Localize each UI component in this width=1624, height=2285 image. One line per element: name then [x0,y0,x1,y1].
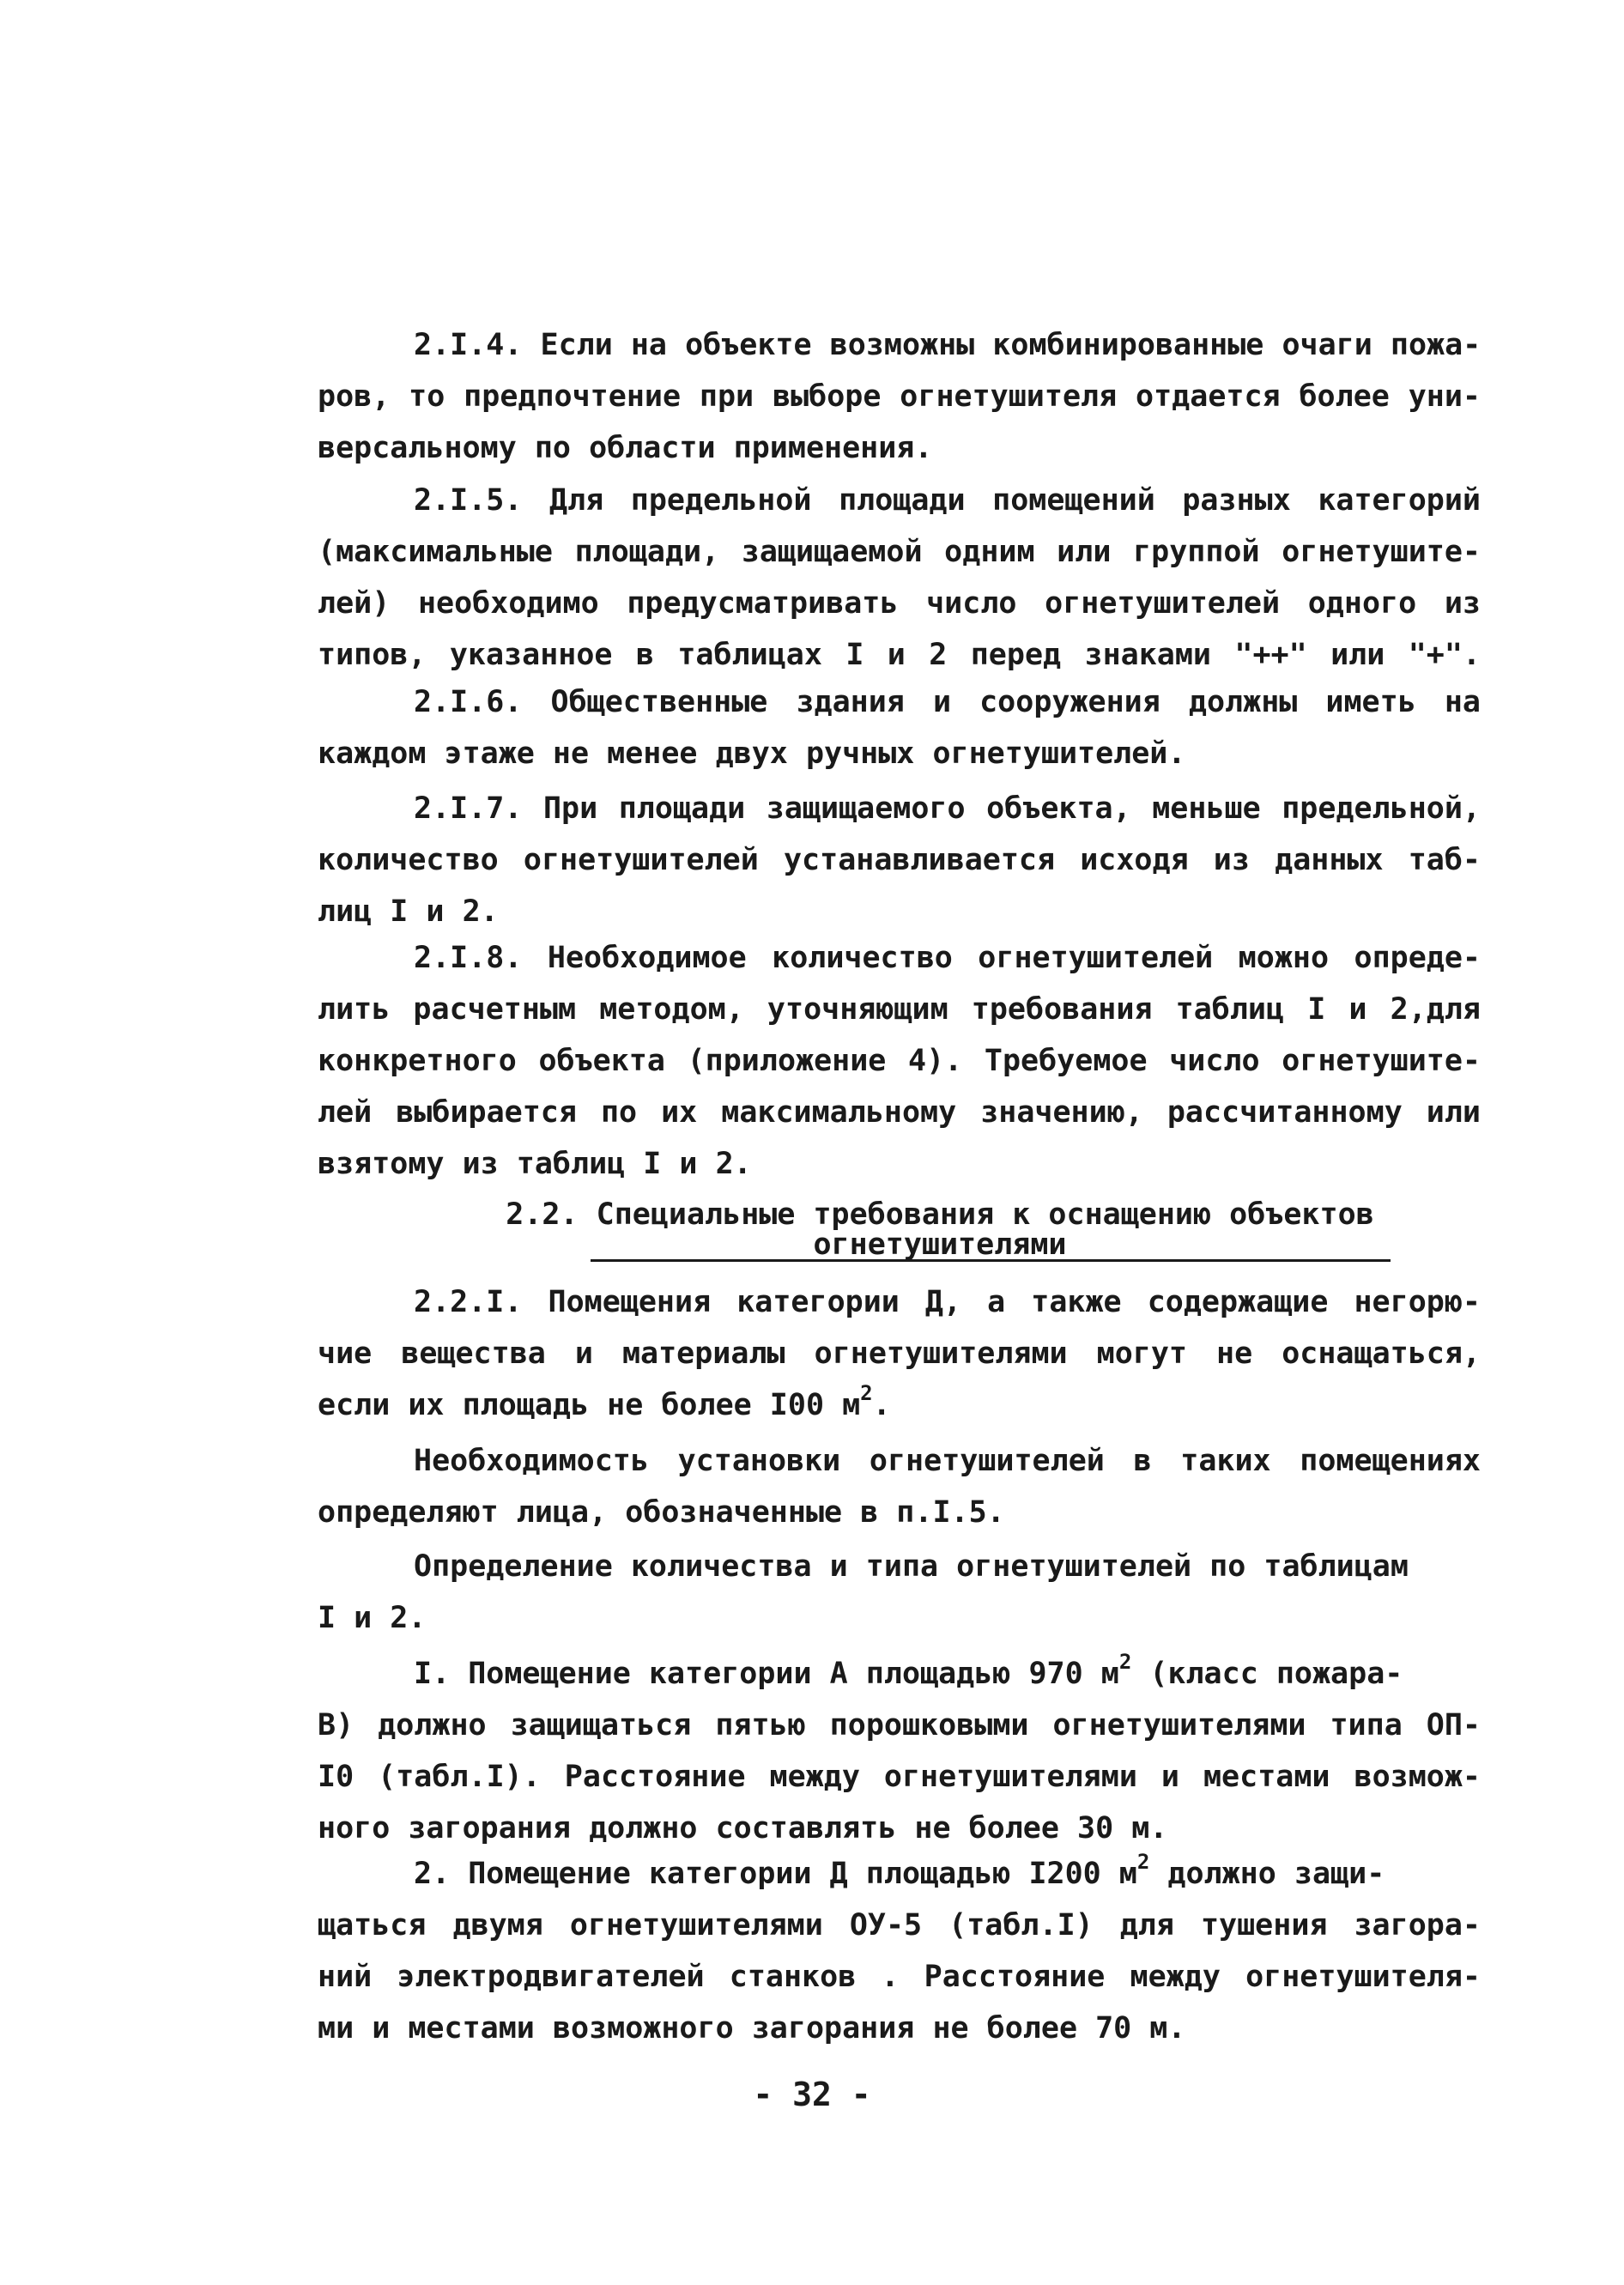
section-heading [498,1193,1382,1262]
text-line: 2.2.I. Помещения категории Д, а также содержащие негорю- [414,1285,1481,1319]
text-line [318,1848,1481,1900]
heading-line-1: 2.2. Специальные требования к оснащению объектов [506,1197,1374,1232]
text-line: ров, то предпочтение при выборе огнетушителя отдается более уни- [318,379,1481,414]
text-span: I. Помещение категории А площадью 970 м [414,1657,1119,1691]
text-line [318,1648,1481,1700]
example-2 [318,1848,1481,2054]
text-line: 2.I.8. Необходимое количество огнетушителей можно опреде- [414,941,1481,975]
paragraph-2-1-8 [318,932,1481,1190]
text-line: В) должно защищаться пятью порошковыми огнетушителями типа ОП- [318,1708,1481,1743]
text-line: лиц I и 2. [318,894,499,929]
text-line: типов, указанное в таблицах I и 2 перед знаками "++" или "+". [318,638,1481,672]
superscript: 2 [860,1381,873,1406]
text-line: лить расчетным методом, уточняющим требования таблиц I и 2,для [318,992,1481,1027]
text-span: 2. Помещение категории Д площадью I200 м [414,1857,1137,1891]
text-line: чие вещества и материалы огнетушителями могут не оснащаться, [318,1336,1481,1371]
text-line: I0 (табл.I). Расстояние между огнетушителями и местами возмож- [318,1760,1481,1794]
text-line: взятому из таблиц I и 2. [318,1147,752,1181]
paragraph-2-1-7 [318,783,1481,937]
text-line: 2.I.6. Общественные здания и сооружения должны иметь на [414,685,1481,719]
example-1 [318,1648,1481,1854]
page-number: - 32 - [753,2076,871,2113]
text-line: 2.I.7. При площади защищаемого объекта, меньше предельной, [414,791,1481,826]
text-line: ного загорания должно составлять не более 30 м. [318,1811,1168,1846]
paragraph-2-1-5 [318,475,1481,681]
paragraph-2-1-4 [318,319,1481,474]
text-line: определяют лица, обозначенные в п.I.5. [318,1495,1005,1530]
text-span: должно защи- [1149,1857,1385,1891]
text-line: Необходимость установки огнетушителей в таких помещениях [414,1444,1481,1478]
text-span: . [872,1388,891,1422]
text-line: лей) необходимо предусматривать число огнетушителей одного из [318,586,1481,621]
text-line: количество огнетушителей устанавливается исходя из данных таб- [318,843,1481,877]
paragraph-necessity [318,1435,1481,1538]
paragraph-2-1-6 [318,676,1481,779]
heading-underline [591,1259,1391,1262]
text-line: Определение количества и типа огнетушителей по таблицам [414,1549,1409,1584]
paragraph-definition [318,1541,1481,1644]
text-line: ми и местами возможного загорания не более 70 м. [318,2011,1186,2046]
heading-line-2: огнетушителями [813,1227,1067,1262]
text-line: 2.I.5. Для предельной площади помещений разных категорий [414,483,1481,518]
text-span: если их площадь не более I00 м [318,1388,861,1422]
text-line: версальному по области применения. [318,431,933,465]
text-line: конкретного объекта (приложение 4). Требуемое число огнетушите- [318,1044,1481,1078]
text-line: 2.I.4. Если на объекте возможны комбинированные очаги пожа- [414,328,1482,362]
text-line: ний электродвигателей станков . Расстояние между огнетушителя- [318,1960,1481,1994]
text-line: (максимальные площади, защищаемой одним или группой огнетушите- [318,535,1481,569]
text-line: щаться двумя огнетушителями ОУ-5 (табл.I) для тушения загора- [318,1908,1481,1943]
text-line: I и 2. [318,1601,427,1635]
superscript: 2 [1118,1650,1132,1675]
text-line: каждом этаже не менее двух ручных огнетушителей. [318,736,1186,771]
text-line [318,1379,1481,1431]
paragraph-2-2-1 [318,1276,1481,1431]
text-span: (класс пожара- [1131,1657,1403,1691]
superscript: 2 [1136,1850,1150,1875]
text-line: лей выбирается по их максимальному значению, рассчитанному или [318,1095,1481,1130]
